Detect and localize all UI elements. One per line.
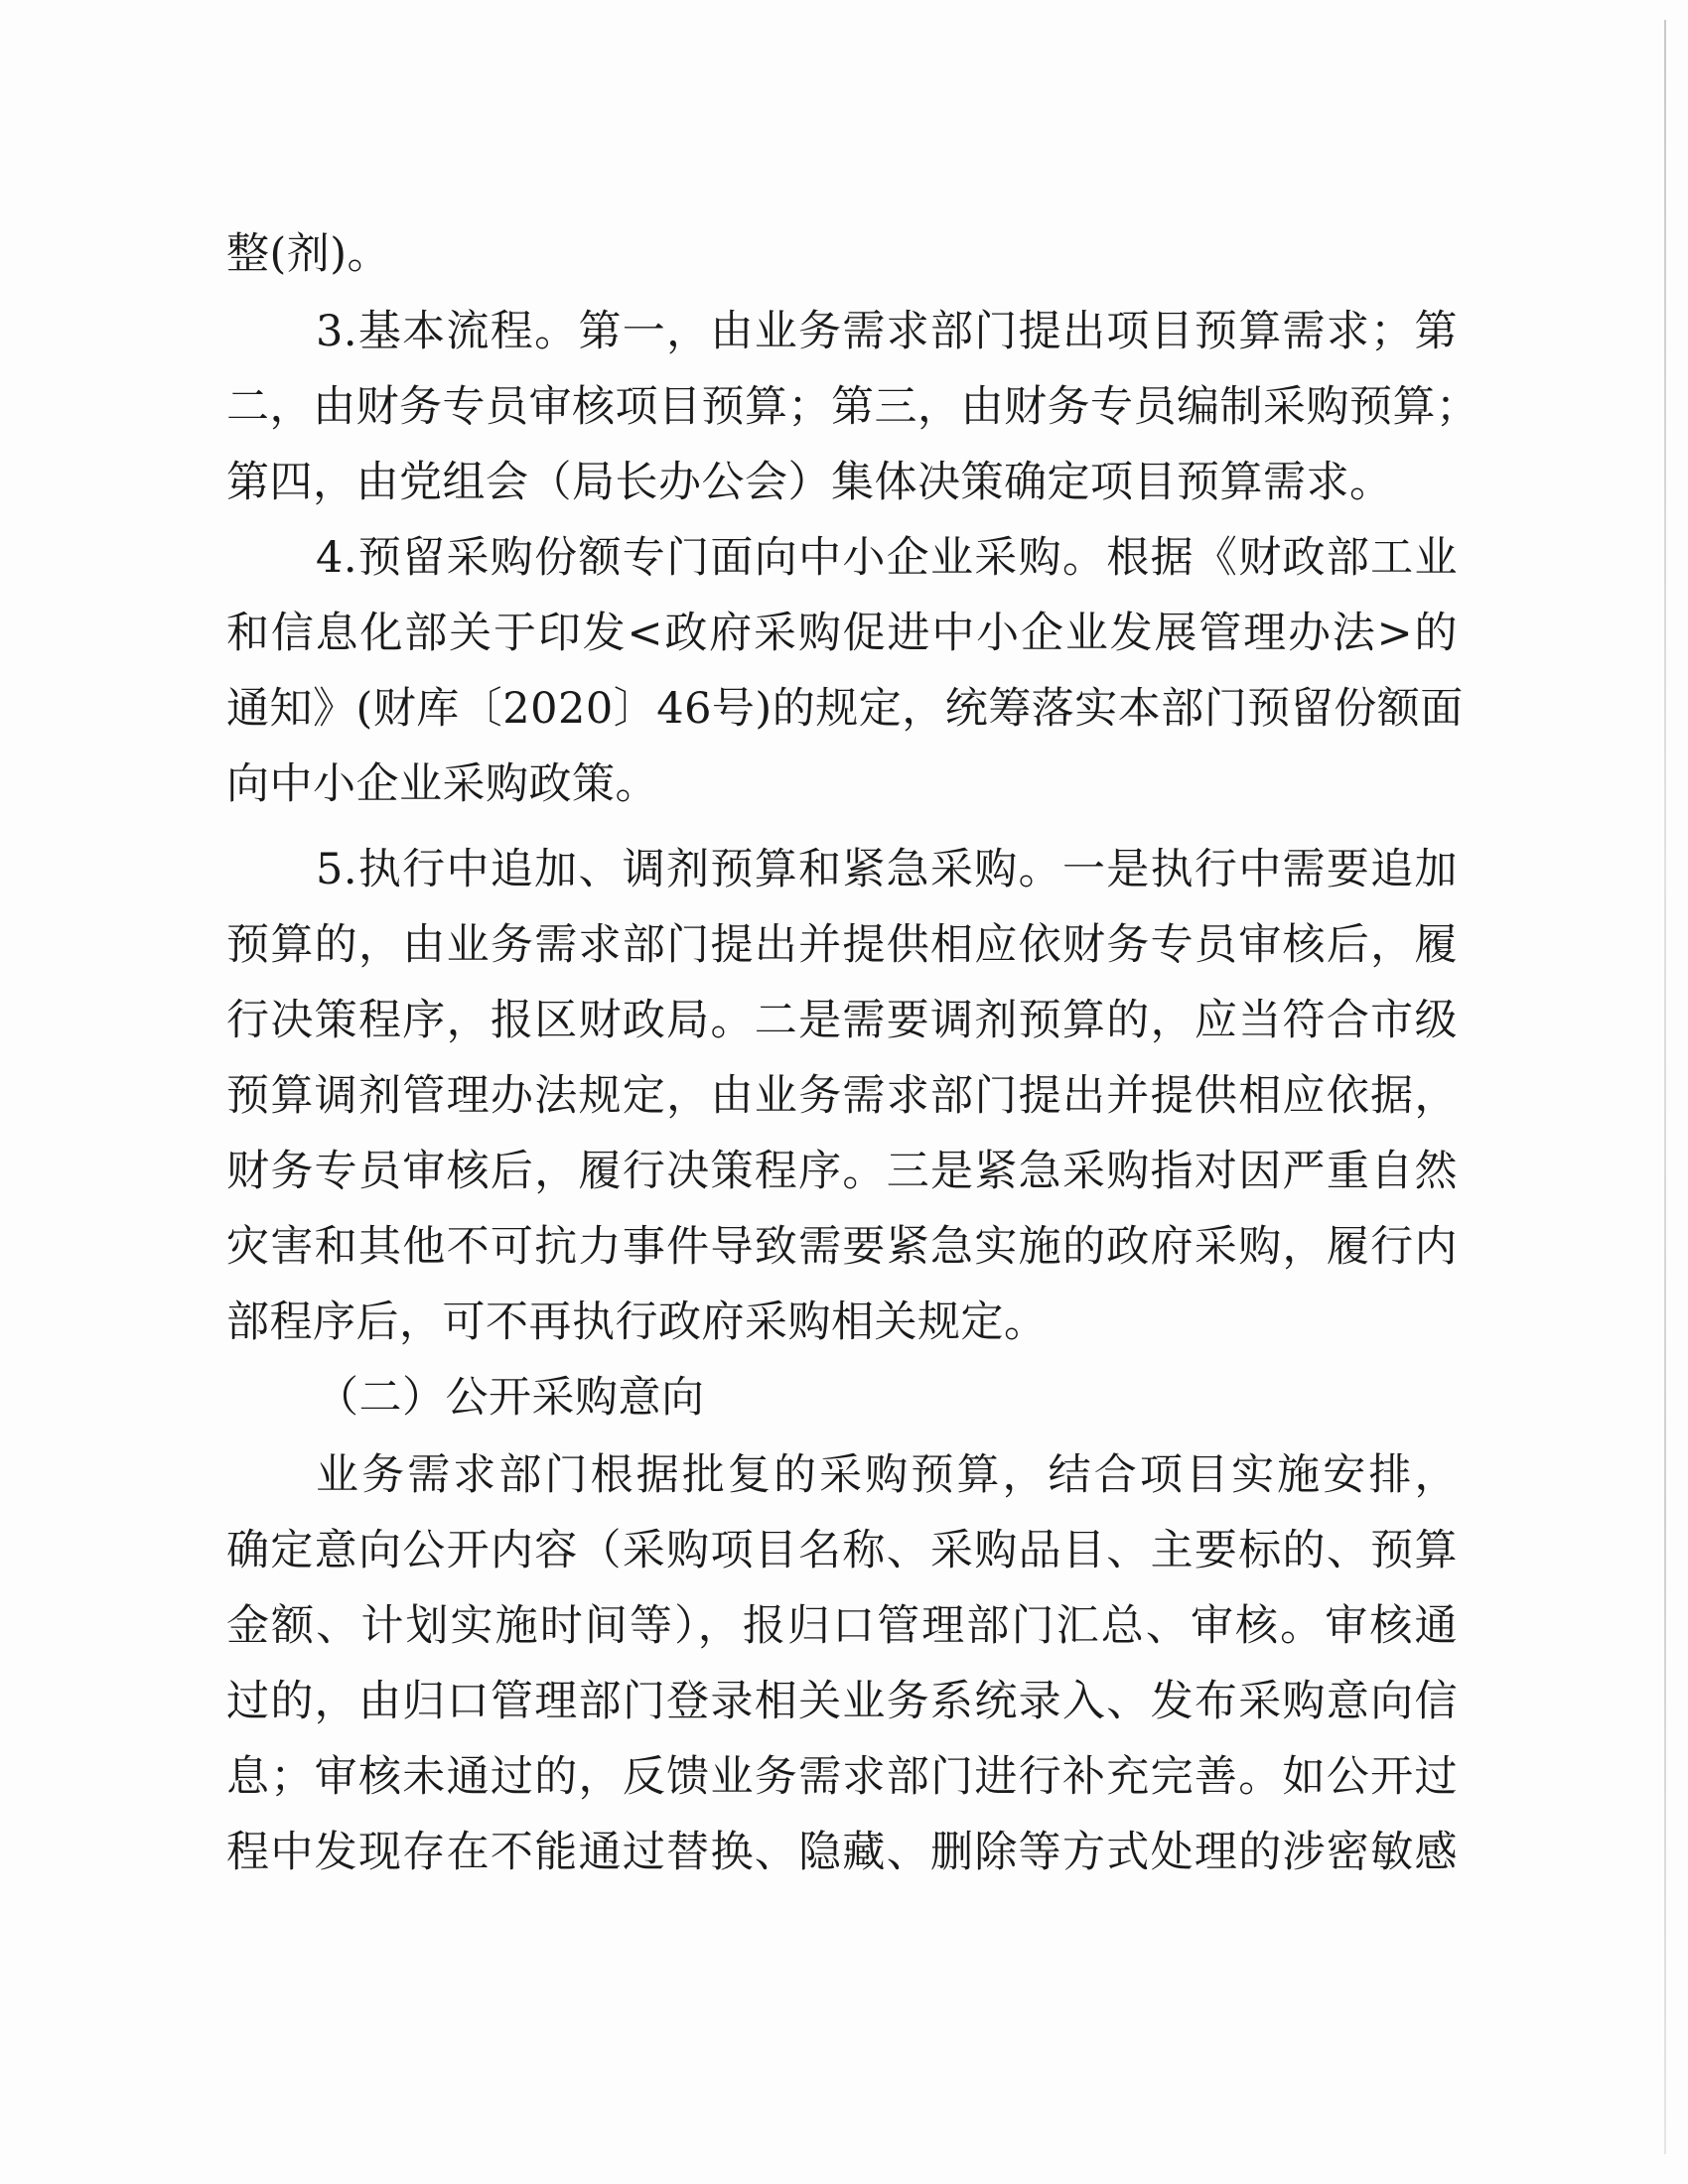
section-heading: （二）公开采购意向: [316, 1373, 705, 1423]
text-line: 4.预留采购份额专门面向中小企业采购。根据《财政部工业: [316, 533, 1458, 583]
text-line: 过的，由归口管理部门登录相关业务系统录入、发布采购意向信: [226, 1677, 1458, 1726]
text-line: 向中小企业采购政策。: [226, 759, 658, 809]
text-line: 程中发现存在不能通过替换、隐藏、删除等方式处理的涉密敏感: [226, 1828, 1458, 1877]
text-line: 金额、计划实施时间等），报归口管理部门汇总、审核。审核通: [226, 1601, 1458, 1651]
text-line: 第四，由党组会（局长办公会）集体决策确定项目预算需求。: [226, 458, 1393, 507]
text-line: 业务需求部门根据批复的采购预算，结合项目实施安排，: [316, 1450, 1458, 1500]
text-line: 确定意向公开内容（采购项目名称、采购品目、主要标的、预算: [226, 1526, 1458, 1575]
text-line: 行决策程序，报区财政局。二是需要调剂预算的，应当符合市级: [226, 996, 1458, 1045]
text-line: 和信息化部关于印发<政府采购促进中小企业发展管理办法>的: [226, 609, 1458, 658]
text-line: 整(剂)。: [226, 229, 391, 279]
text-line: 预算的，由业务需求部门提出并提供相应依财务专员审核后，履: [226, 920, 1458, 970]
text-line: 预算调剂管理办法规定，由业务需求部门提出并提供相应依据，: [226, 1071, 1458, 1121]
text-line: 二，由财务专员审核项目预算；第三，由财务专员编制采购预算；: [226, 382, 1479, 432]
text-line: 通知》(财库〔2020〕46号)的规定，统筹落实本部门预留份额面: [226, 684, 1464, 734]
text-line: 息；审核未通过的，反馈业务需求部门进行补充完善。如公开过: [226, 1752, 1458, 1802]
text-line: 3.基本流程。第一，由业务需求部门提出项目预算需求；第: [316, 307, 1458, 356]
text-line: 财务专员审核后，履行决策程序。三是紧急采购指对因严重自然: [226, 1147, 1458, 1196]
scan-edge-line: [1664, 20, 1666, 2154]
text-line: 5.执行中追加、调剂预算和紧急采购。一是执行中需要追加: [316, 845, 1458, 894]
text-line: 部程序后，可不再执行政府采购相关规定。: [226, 1297, 1048, 1347]
text-line: 灾害和其他不可抗力事件导致需要紧急实施的政府采购，履行内: [226, 1222, 1458, 1272]
